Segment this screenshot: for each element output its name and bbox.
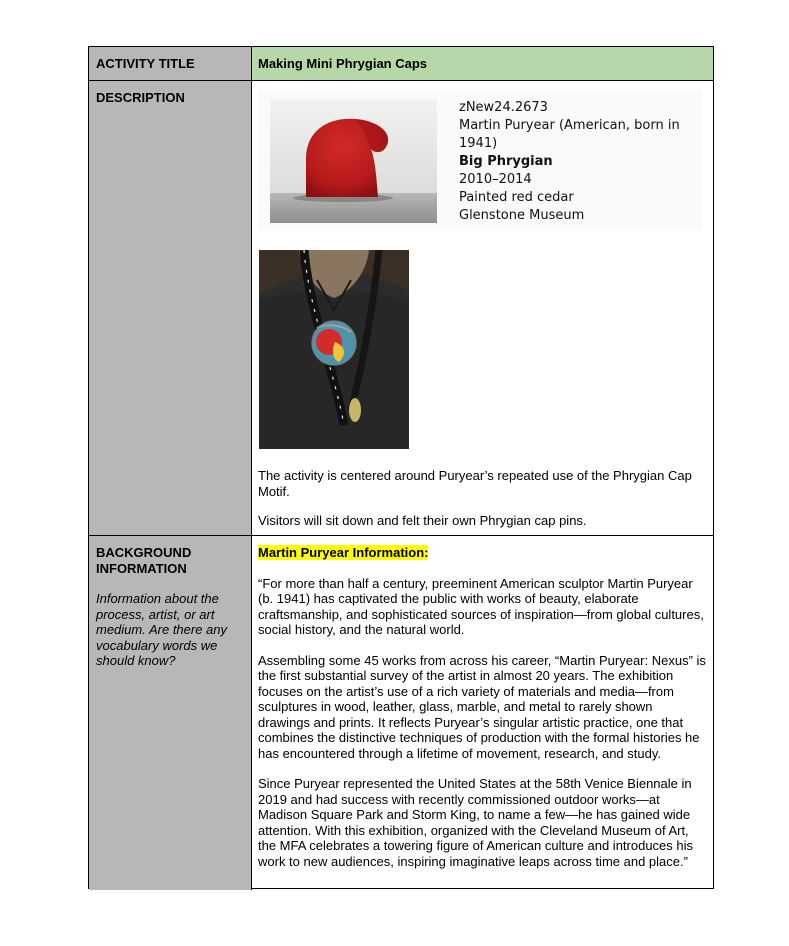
activity-title-row: [89, 47, 713, 81]
background-heading: Martin Puryear Information:: [258, 545, 429, 560]
artwork-medium: Painted red cedar: [459, 190, 574, 205]
artwork-artist: Martin Puryear (American, born in 1941): [459, 118, 680, 151]
activity-table: [88, 46, 714, 889]
artwork-dates: 2010–2014: [459, 172, 532, 187]
description-label: DESCRIPTION: [89, 81, 252, 535]
description-paragraph: The activity is centered around Puryear’s repeated use of the Phrygian Cap Motif.: [258, 468, 692, 499]
description-text: [258, 468, 707, 543]
background-paragraph: “For more than half a century, preeminent American sculptor Martin Puryear (b. 1941) has captivated the public with works of beauty, elaborate craftsmanship, and sophisticated sources of inspiration—from global cultures, social history, and the natural world.: [258, 575, 704, 637]
activity-title-label: ACTIVITY TITLE: [89, 47, 252, 80]
artwork-label: [459, 99, 702, 225]
background-label: BACKGROUND INFORMATION: [96, 545, 192, 576]
felt-pin-photo: [259, 250, 409, 449]
background-label-cell: [89, 536, 252, 890]
description-content: [252, 81, 713, 535]
artwork-title: Big Phrygian: [459, 154, 553, 169]
description-row: [89, 81, 713, 536]
artwork-accession: zNew24.2673: [459, 100, 548, 115]
background-content: [252, 536, 713, 890]
activity-title-value: Making Mini Phrygian Caps: [252, 47, 713, 80]
artwork-card: [258, 91, 702, 229]
big-phrygian-image: [270, 99, 437, 223]
description-paragraph: Visitors will sit down and felt their own Phrygian cap pins.: [258, 513, 587, 528]
background-row: [89, 536, 713, 890]
artwork-collection: Glenstone Museum: [459, 208, 585, 223]
background-paragraph: Assembling some 45 works from across his career, “Martin Puryear: Nexus” is the first substantial survey of the artist in almost 20 years. The exhibition focuses on the artist’s use of a rich variety of materials and media—from sculptures in wood, leather, glass, marble, and metal to rarely shown drawings and prints. It reflects Puryear’s singular artistic practice, one that combines the distinctive techniques of production with the formal histories he has encountered through a lifetime of movement, research, and study.: [258, 652, 706, 761]
background-paragraph: Since Puryear represented the United States at the 58th Venice Biennale in 2019 and had success with recently commissioned outdoor works—at Madison Square Park and Storm King, to name a few—he has gained wide attention. With this exhibition, organized with the Cleveland Museum of Art, the MFA celebrates a towering figure of American culture and introduces his work to new audiences, inspiring imaginative leaps across time and place.”: [258, 776, 694, 869]
background-note: Information about the process, artist, or art medium. Are there any vocabulary words we should know?: [96, 591, 228, 668]
